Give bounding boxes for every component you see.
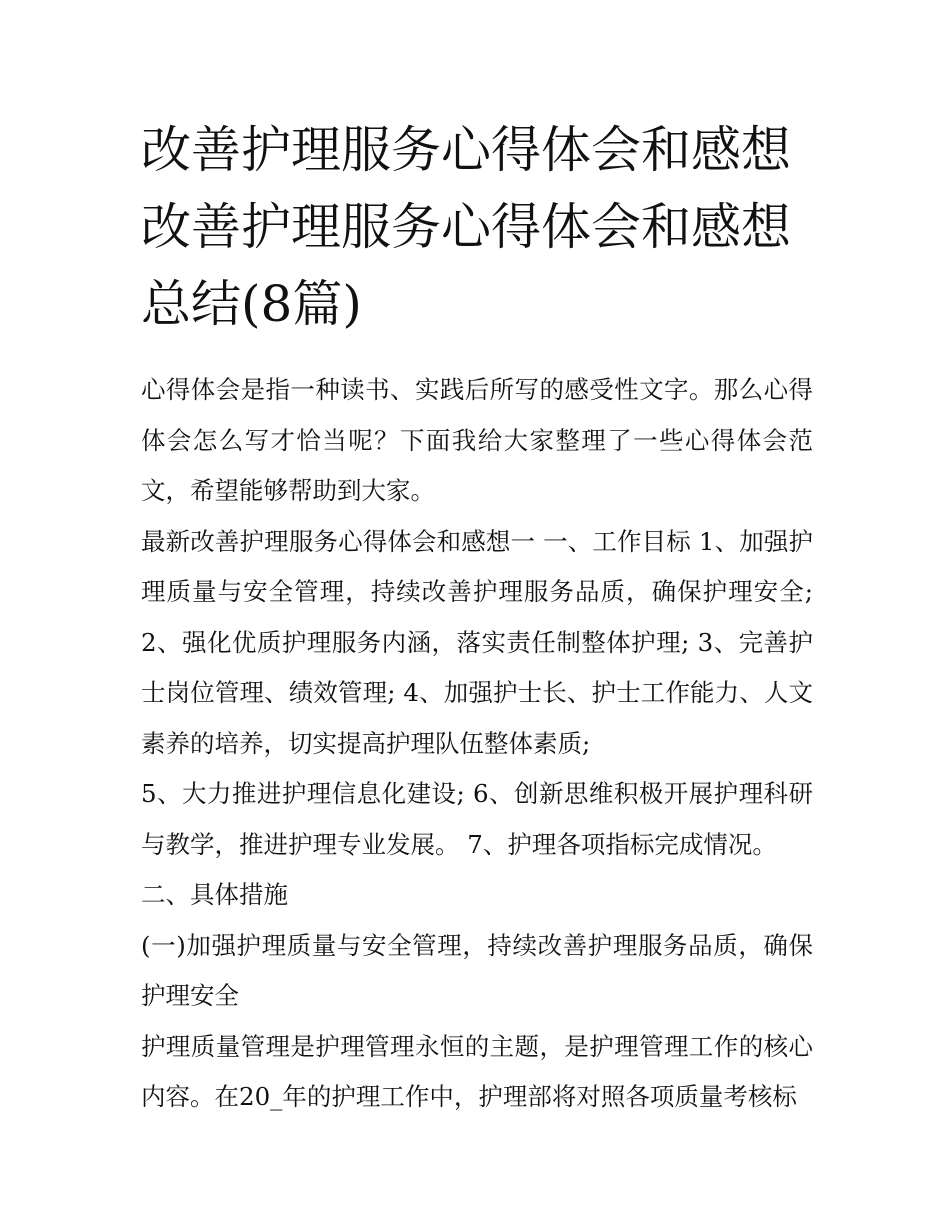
document-title: 改善护理服务心得体会和感想改善护理服务心得体会和感想总结(8篇): [141, 121, 791, 333]
paragraph-intro: 心得体会是指一种读书、实践后所写的感受性文字。那么心得体会怎么写才恰当呢？下面我给大家整理了一些心得体会范文，希望能够帮助到大家。: [141, 375, 813, 505]
document-body: [141, 365, 813, 1123]
section-heading-measures: 二、具体措施: [141, 880, 288, 909]
document-page: [141, 112, 813, 1123]
subsection-heading-quality: (一)加强护理质量与安全管理，持续改善护理服务品质，确保护理安全: [141, 930, 813, 1010]
paragraph-quality-management: 护理质量管理是护理管理永恒的主题，是护理管理工作的核心内容。在20_年的护理工作中，护理部将对照各项质量考核标: [141, 1031, 813, 1111]
paragraph-goals-continued: 5、大力推进护理信息化建设; 6、创新思维积极开展护理科研与教学，推进护理专业发展。 7、护理各项指标完成情况。: [141, 779, 813, 859]
paragraph-work-goals: 最新改善护理服务心得体会和感想一 一、工作目标 1、加强护理质量与安全管理，持续改善护理服务品质，确保护理安全; 2、强化优质护理服务内涵，落实责任制整体护理; 3、完善护士岗位管理、绩效管理; 4、加强护士长、护士工作能力、人文素养的培养，切实提高护理队伍整体素质;: [141, 526, 813, 758]
